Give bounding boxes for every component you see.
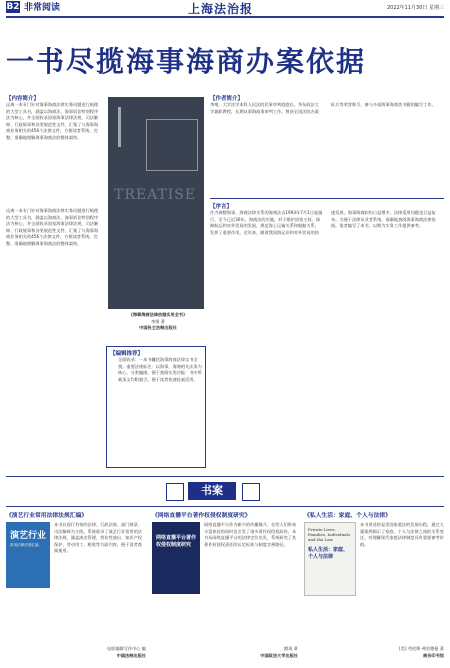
editor-rec-text: 全面收录：一本书囊括海事海商法律文书全貌。重要法规标注：以海事、海商相关法条为核心，分类编排，便于查阅实用功能：书中所载条文均附索引，便于读者快速检索适用。 [118,357,202,382]
book-caption-author: 李维 著 [151,318,165,324]
section-title: 非常阅读 [24,3,61,13]
band-ornament-right [242,483,260,501]
masthead: 上海法治报 [188,2,254,16]
page-number: B2 [6,2,20,12]
intro-heading: 【内容简介】 [6,96,40,102]
header-rule [6,16,444,18]
review-2-text: 网络直播平台作为新兴的传播媒介，在给人们带来丰富体验的同时也引发了诸多著作权侵权纠纷。本书从网络直播平台的法律定位出发，系统研究了其著作权侵权责任的认定标准与制度完善路径。 [204,522,297,547]
preface-section [210,202,444,470]
review-3-title: 《私人生活：家庭、个人与法律》 [304,513,391,519]
preface-rule [210,198,444,199]
review-2-publisher: 中国政法大学出版社 [260,653,298,658]
book-caption-publisher: 中国民主法制出版社 [139,325,177,331]
band-rule-bottom [6,506,444,507]
review-1-title: 《演艺行业常用法律法规汇编》 [6,513,88,519]
review-3-text: 本书讲述的是美国家庭法的发展历程，通过大量案例揭示了家庭、个人与法律之间的关系变迁，对理解现代家庭法律制度具有重要参考价值。 [360,522,444,547]
intro-continuation [6,208,102,308]
review-1-publisher: 中国法制出版社 [116,653,146,658]
review-3-cover [304,522,356,596]
band-ornament-left [166,483,184,501]
intro-section [6,94,102,206]
review-3-cover-title: Private Lives: Families, Individuals, and the Law [308,527,352,542]
review-1-cover-title: 演艺行业 [10,531,47,541]
review-1-cover [6,522,50,588]
book-cover [108,97,204,309]
author-section [210,94,444,194]
editor-rec-section [110,349,202,465]
cover-stripe [118,107,121,147]
author-text: 李维，大学法学本科人民法院民事审判庭庭长，华东政法大学兼职教授，长期从事海商事审判工作。曾获全国法院办案标兵等荣誉称号，参与多部海事海商类书籍的编写工作。 [210,102,436,114]
cover-watermark: TREATISE [114,187,197,203]
review-3-author: [美] 劳伦斯·弗里德曼 著 [399,646,444,651]
issue-date: 2022年11月30日 星期三 [386,5,444,11]
review-2-author: 熊琦 著 [284,646,298,651]
intro-text-cont: 远离一本专门针对海事海商法律实务问题进行梳理的大型工具书，涵盖以海商法、海事诉讼特别程序法为核心，并全面收录国家海事法律法规、司法解释、行政规章和各类规范性文件，汇集了与海事海商业务相关的456个法律文件，方便读者系统、完整、准确地理解海事海商法的整体架构。 [6,208,99,246]
review-1 [6,510,146,668]
review-2-title: 《网络直播平台著作权侵权制度研究》 [152,513,251,519]
author-heading: 【作者简介】 [210,96,244,102]
book-review-band [6,481,444,503]
review-1-author: 电影编辑写作中心 编 [106,646,146,651]
review-3 [304,510,444,668]
headline: 一书尽揽海事海商办案依据 [6,45,367,78]
preface-text: 作为调整海事、海商法律关系的海商法自1993年7月1日起施行，至今已近30年。海商法的实施，对于维护国家主权、保障航运和对外贸易的发展，规范海上运输关系和船舶关系，发挥了重要作用。近年来，随着我国海运业和对外贸易的快速发展，海事海商纠纷日益增多，法律适用问题也日益复杂。为便于法律从业者系统、准确地查阅海事海商法律依据，笔者编写了本书，以期为实务工作提供参考。 [210,210,436,235]
band-rule-top [6,476,444,477]
review-3-publisher: 商务印书馆 [423,653,444,658]
review-3-cover-cn: 私人生活：家庭、个人与法律 [308,547,349,560]
review-1-text: 本书以现行有效的法律、行政法规、部门规章、司法解释为主线，系统收录了演艺行业常用的法律法规，涵盖演出管理、营业性演出、知识产权保护、劳动用工、税收等方面内容，便于读者查阅使用。 [54,522,142,554]
book-caption-title: 《海事海商法律依据实用全书》 [128,312,188,317]
book-review-label: 书案 [188,482,236,500]
review-2 [152,510,298,668]
cover-frame [146,119,198,171]
intro-text: 远离一本专门针对海事海商法律实务问题进行梳理的大型工具书，涵盖以海商法、海事诉讼特别程序法为核心，并全面收录国家海事法律法规、司法解释、行政规章和各类规范性文件，汇集了与海事海商业务相关的456个法律文件，方便读者系统、完整、准确地理解海事海商法的整体架构。 [6,102,99,140]
preface-heading: 【序言】 [210,204,233,210]
editor-rec-heading: 【编辑推荐】 [110,351,144,357]
book-caption [112,312,204,340]
review-1-cover-sub: 常用法律法规汇编 [10,543,39,547]
review-2-cover-title: 网络直播平台著作权侵权制度研究 [156,535,197,548]
review-2-cover [152,522,200,594]
